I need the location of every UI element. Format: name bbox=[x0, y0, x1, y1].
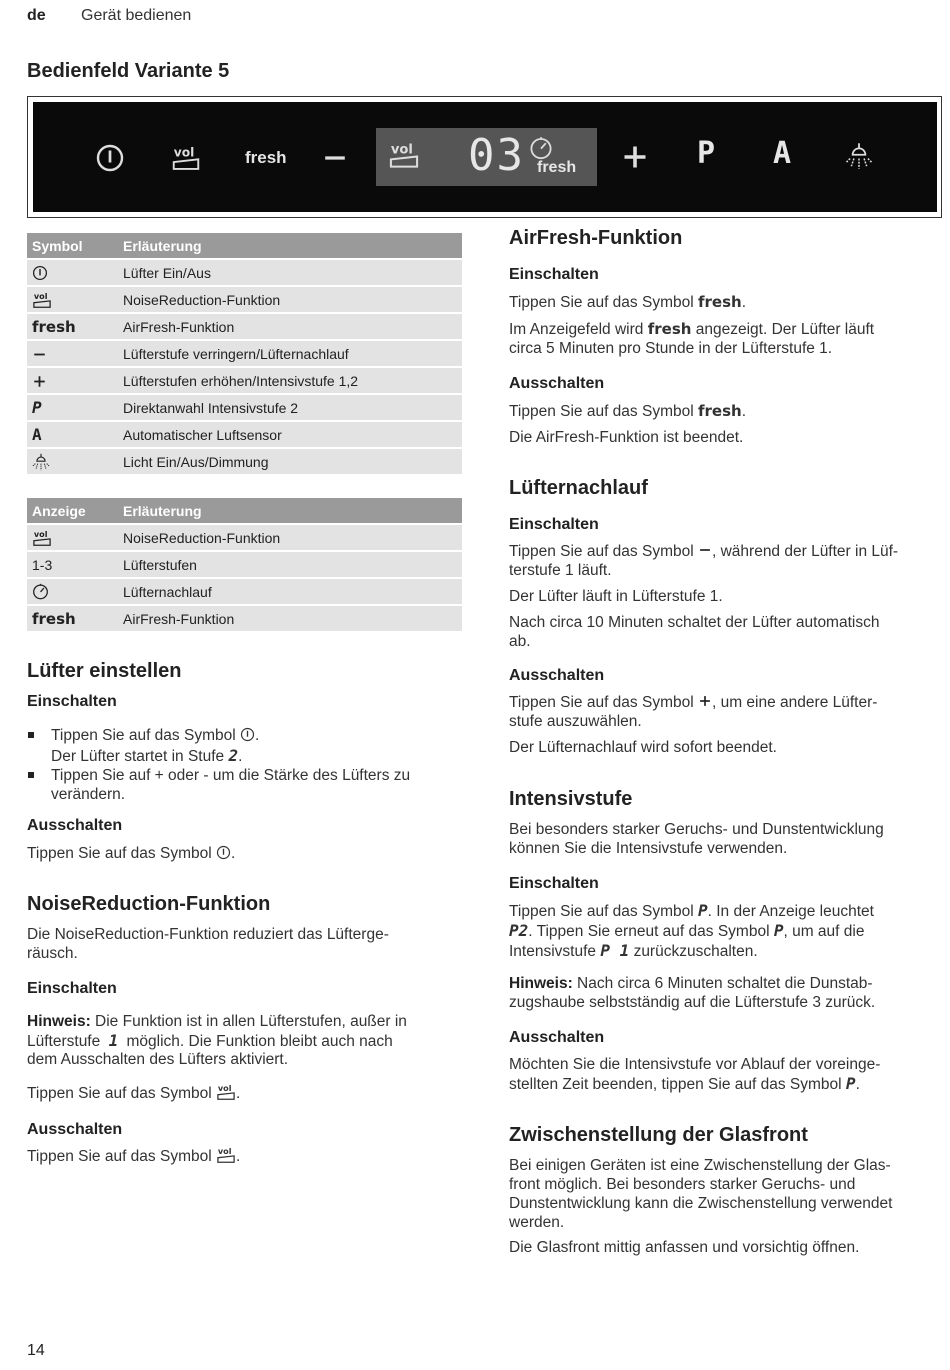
table-cell: Automatischer Luftsensor bbox=[118, 421, 462, 448]
instruction-text: Tippen Sie auf das Symbol . bbox=[27, 1084, 240, 1103]
description-text: Dunstentwicklung kann die Zwischenstellung verwendet bbox=[509, 1195, 893, 1212]
table-row bbox=[27, 286, 462, 313]
info-text: ab. bbox=[509, 633, 531, 650]
instruction-text: P2. Tippen Sie erneut auf das Symbol P, um auf die bbox=[509, 921, 865, 940]
info-text: Der Lüfter läuft in Lüfterstufe 1. bbox=[509, 588, 723, 605]
vol-icon bbox=[216, 1083, 236, 1101]
instruction-text: Tippen Sie auf + oder - um die Stärke des Lüfters zu bbox=[51, 767, 411, 784]
table-header: Erläuterung bbox=[118, 498, 462, 524]
table-row bbox=[27, 448, 462, 474]
table-cell: AirFresh-Funktion bbox=[118, 605, 462, 631]
instruction-text: Tippen Sie auf das Symbol , um eine andere Lüfter- bbox=[509, 694, 878, 711]
subheading-einschalten: Einschalten bbox=[27, 980, 117, 997]
table-cell: NoiseReduction-Funktion bbox=[118, 286, 462, 313]
instruction-text: Möchten Sie die Intensivstufe vor Ablauf der voreinge- bbox=[509, 1056, 881, 1073]
instruction-text: Tippen Sie auf das Symbol , während der Lüfter in Lüf- bbox=[509, 543, 899, 560]
subheading-ausschalten: Ausschalten bbox=[27, 1121, 123, 1138]
vol-icon[interactable] bbox=[171, 144, 201, 172]
power-icon bbox=[32, 265, 48, 281]
plus-icon bbox=[32, 374, 47, 389]
fresh-icon: fresh bbox=[32, 609, 76, 628]
section-title-intensiv: Intensivstufe bbox=[509, 788, 633, 810]
instruction-text: Tippen Sie auf das Symbol fresh. bbox=[509, 402, 747, 420]
info-text: Der Lüfternachlauf wird sofort beendet. bbox=[509, 739, 777, 756]
table-row bbox=[27, 605, 462, 631]
instruction-text: Der Lüfter startet in Stufe 2. bbox=[51, 746, 243, 765]
bullet bbox=[28, 772, 34, 778]
table-cell: AirFresh-Funktion bbox=[118, 313, 462, 340]
instruction-text: Tippen Sie auf das Symbol fresh. bbox=[509, 293, 747, 311]
timer-icon bbox=[32, 583, 49, 600]
table-header: Symbol bbox=[27, 233, 118, 259]
p-icon: P bbox=[32, 398, 42, 417]
display-timer-icon bbox=[529, 136, 553, 160]
page-number: 14 bbox=[27, 1342, 45, 1359]
vol-icon bbox=[216, 1146, 236, 1164]
symbol-table bbox=[27, 233, 462, 474]
section-title-glasfront: Zwischenstellung der Glasfront bbox=[509, 1124, 808, 1146]
table-row bbox=[27, 394, 462, 421]
table-cell: Lüfterstufen bbox=[118, 551, 462, 578]
description-text: Die Glasfront mittig anfassen und vorsichtig öffnen. bbox=[509, 1239, 860, 1256]
instruction-text: verändern. bbox=[51, 786, 126, 803]
control-panel bbox=[33, 102, 937, 212]
section-header: Gerät bedienen bbox=[81, 7, 192, 24]
subheading-ausschalten: Ausschalten bbox=[509, 1029, 605, 1046]
light-icon[interactable] bbox=[845, 142, 873, 170]
table-cell: Lüfterstufen erhöhen/Intensivstufe 1,2 bbox=[118, 367, 462, 394]
power-icon bbox=[240, 727, 255, 742]
instruction-text: Tippen Sie auf das Symbol . bbox=[51, 727, 260, 744]
description-text: Die NoiseReduction-Funktion reduziert das Lüfterge- bbox=[27, 926, 389, 943]
p-button[interactable]: P bbox=[697, 136, 716, 171]
table-cell: Lüfterstufe verringern/Lüfternachlauf bbox=[118, 340, 462, 367]
instruction-text: stufe auszuwählen. bbox=[509, 713, 642, 730]
instruction-text: Tippen Sie auf das Symbol . bbox=[27, 1147, 240, 1166]
subheading-einschalten: Einschalten bbox=[27, 693, 117, 710]
subheading-einschalten: Einschalten bbox=[509, 875, 599, 892]
power-icon[interactable] bbox=[95, 143, 125, 173]
instruction-text: terstufe 1 läuft. bbox=[509, 562, 612, 579]
minus-icon[interactable] bbox=[321, 144, 349, 172]
info-text: Nach circa 10 Minuten schaltet der Lüfter automatisch bbox=[509, 614, 880, 631]
display-digits: 03 bbox=[468, 130, 525, 181]
table-row bbox=[27, 313, 462, 340]
table-row bbox=[27, 578, 462, 605]
instruction-text: Tippen Sie auf das Symbol P. In der Anzeige leuchtet bbox=[509, 901, 874, 920]
language-code: de bbox=[27, 7, 46, 24]
table-row bbox=[27, 551, 462, 578]
subheading-einschalten: Einschalten bbox=[509, 266, 599, 283]
section-title-nachlauf: Lüfternachlauf bbox=[509, 477, 648, 499]
page-title: Bedienfeld Variante 5 bbox=[27, 60, 230, 82]
minus-icon bbox=[698, 543, 712, 557]
plus-icon[interactable] bbox=[620, 142, 650, 172]
subheading-ausschalten: Ausschalten bbox=[27, 817, 123, 834]
fresh-icon: fresh bbox=[32, 317, 76, 336]
section-title-noise: NoiseReduction-Funktion bbox=[27, 893, 271, 915]
table-cell: NoiseReduction-Funktion bbox=[118, 524, 462, 551]
note-text: Hinweis: Die Funktion ist in allen Lüfterstufen, außer in bbox=[27, 1013, 407, 1030]
subheading-ausschalten: Ausschalten bbox=[509, 375, 605, 392]
bullet bbox=[28, 732, 34, 738]
note-text: Hinweis: Nach circa 6 Minuten schaltet die Dunstab- bbox=[509, 975, 873, 992]
instruction-text: stellten Zeit beenden, tippen Sie auf das Symbol P. bbox=[509, 1074, 860, 1093]
instruction-text: Intensivstufe P 1 zurückzuschalten. bbox=[509, 941, 758, 960]
table-cell: 1-3 bbox=[27, 551, 118, 578]
info-text: Die AirFresh-Funktion ist beendet. bbox=[509, 429, 744, 446]
description-text: front möglich. Bei besonders starker Geruchs- und bbox=[509, 1176, 856, 1193]
table-row bbox=[27, 340, 462, 367]
table-cell: Direktanwahl Intensivstufe 2 bbox=[118, 394, 462, 421]
note-text: Lüfterstufe 1 möglich. Die Funktion bleibt auch nach bbox=[27, 1031, 393, 1050]
description-text: räusch. bbox=[27, 945, 78, 962]
a-icon: A bbox=[32, 425, 42, 444]
info-text: Im Anzeigefeld wird fresh angezeigt. Der Lüfter läuft bbox=[509, 320, 875, 338]
info-text: circa 5 Minuten pro Stunde in der Lüfterstufe 1. bbox=[509, 340, 833, 357]
vol-icon bbox=[32, 529, 52, 547]
description-text: Bei einigen Geräten ist eine Zwischenstellung der Glas- bbox=[509, 1157, 891, 1174]
minus-icon bbox=[32, 347, 47, 362]
table-cell: Lüfternachlauf bbox=[118, 578, 462, 605]
light-icon bbox=[32, 453, 50, 471]
table-row bbox=[27, 367, 462, 394]
vol-icon bbox=[32, 291, 52, 309]
plus-icon bbox=[698, 694, 712, 708]
a-button[interactable]: A bbox=[773, 136, 792, 171]
display-table bbox=[27, 498, 462, 631]
section-title-airfresh: AirFresh-Funktion bbox=[509, 227, 683, 249]
display-fresh-label: fresh bbox=[537, 159, 577, 176]
description-text: Bei besonders starker Geruchs- und Dunstentwicklung bbox=[509, 821, 884, 838]
note-text: zugshaube selbstständig auf die Lüfterstufe 3 zurück. bbox=[509, 994, 876, 1011]
section-title-luefter: Lüfter einstellen bbox=[27, 660, 182, 682]
description-text: werden. bbox=[509, 1214, 565, 1231]
fresh-button-label[interactable]: fresh bbox=[245, 148, 287, 167]
display-panel bbox=[376, 128, 597, 186]
description-text: können Sie die Intensivstufe verwenden. bbox=[509, 840, 788, 857]
table-cell: Lüfter Ein/Aus bbox=[118, 259, 462, 286]
table-header: Anzeige bbox=[27, 498, 118, 524]
table-header: Erläuterung bbox=[118, 233, 462, 259]
table-cell: Licht Ein/Aus/Dimmung bbox=[118, 448, 462, 474]
table-row bbox=[27, 259, 462, 286]
display-vol-icon bbox=[388, 140, 420, 170]
table-row bbox=[27, 421, 462, 448]
note-text: dem Ausschalten des Lüfters aktiviert. bbox=[27, 1051, 289, 1068]
subheading-ausschalten: Ausschalten bbox=[509, 667, 605, 684]
power-icon bbox=[216, 845, 231, 860]
subheading-einschalten: Einschalten bbox=[509, 516, 599, 533]
table-row bbox=[27, 524, 462, 551]
instruction-text: Tippen Sie auf das Symbol . bbox=[27, 845, 236, 862]
